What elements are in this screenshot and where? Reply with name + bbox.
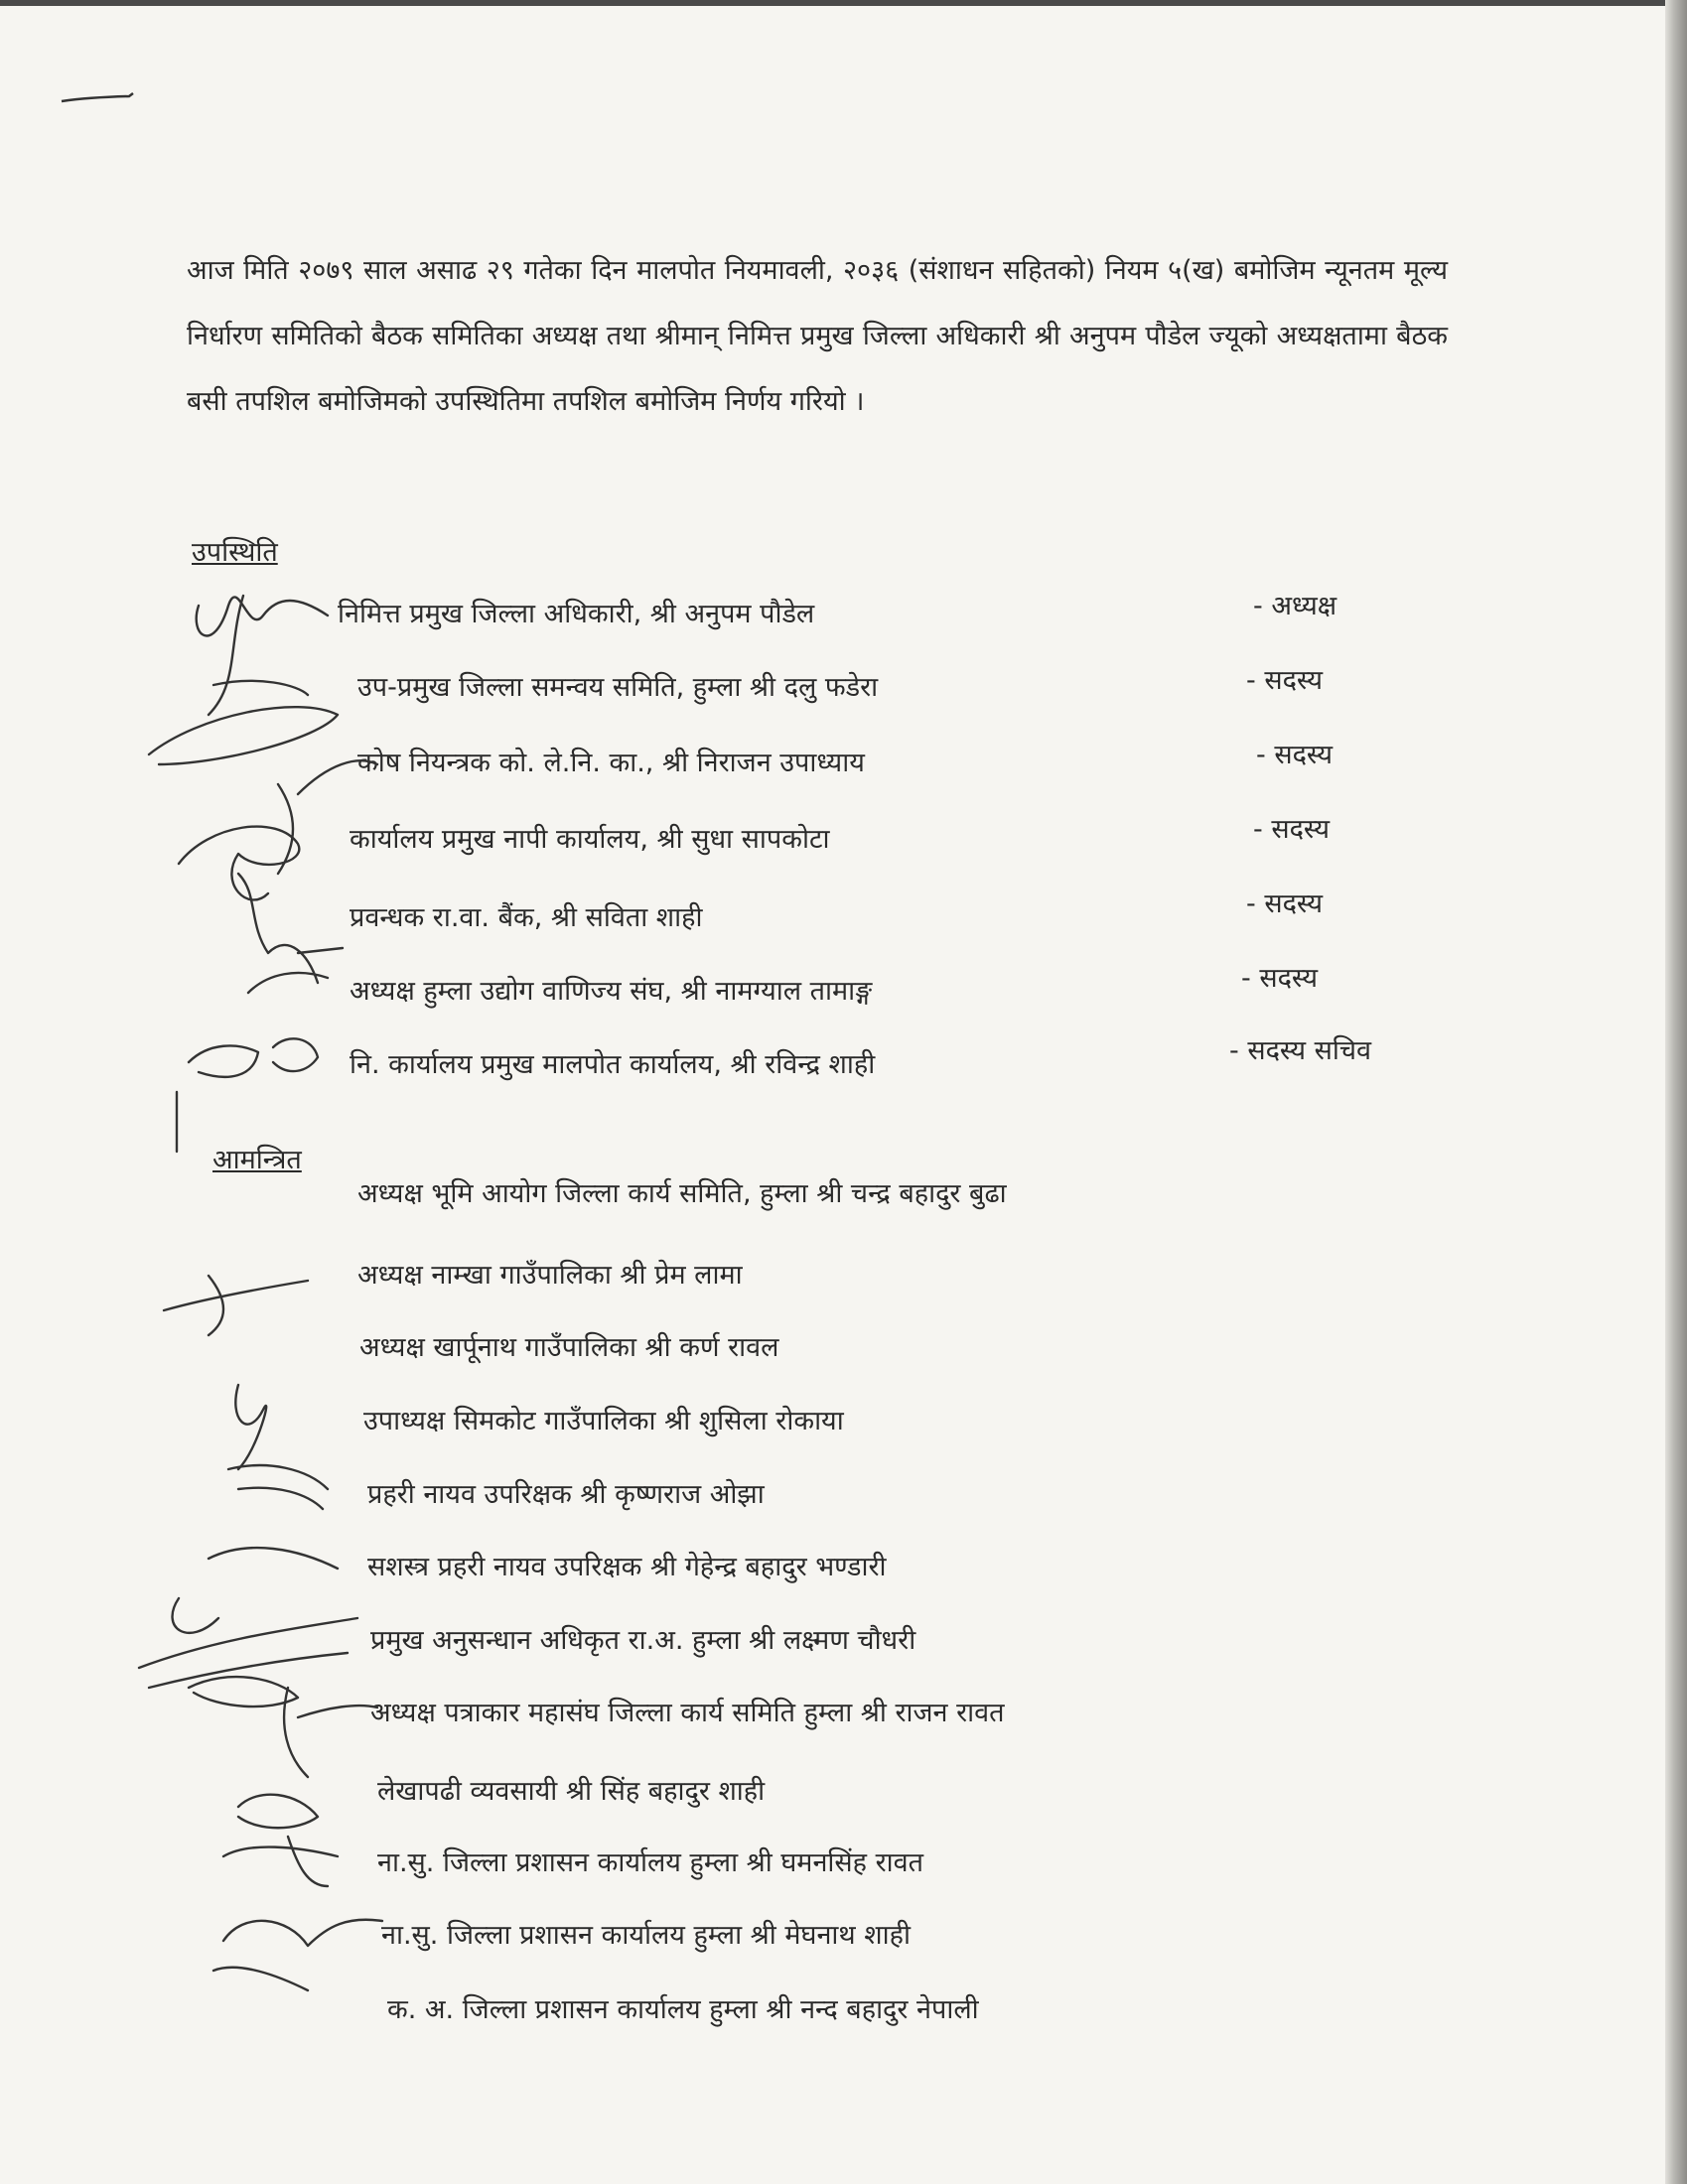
- signature-mark: [223, 1837, 338, 1886]
- member-name: उप-प्रमुख जिल्ला समन्वय समिति, हुम्ला श्री दलु फडेरा: [357, 672, 879, 703]
- invitee-item: प्रहरी नायव उपरिक्षक श्री कृष्णराज ओझा: [367, 1479, 765, 1510]
- invitee-item: लेखापढी व्यवसायी श्री सिंह बहादुर शाही: [377, 1776, 766, 1807]
- invitee-item: अध्यक्ष नाम्खा गाउँपालिका श्री प्रेम लामा: [357, 1260, 743, 1291]
- signature-mark: [213, 1968, 308, 1990]
- invitee-item: अध्यक्ष खार्पूनाथ गाउँपालिका श्री कर्ण रावल: [359, 1332, 779, 1363]
- scan-top-edge: [0, 0, 1687, 6]
- member-role: - सदस्य: [1253, 814, 1331, 845]
- invitee-item: ना.सु. जिल्ला प्रशासन कार्यालय हुम्ला श्री मेघनाथ शाही: [381, 1920, 911, 1951]
- attendance-heading: उपस्थिति: [192, 537, 278, 568]
- signature-mark: [189, 1045, 258, 1076]
- invitee-item: क. अ. जिल्ला प्रशासन कार्यालय हुम्ला श्री नन्द बहादुर नेपाली: [387, 1994, 979, 2025]
- signature-mark: [209, 596, 308, 715]
- scan-right-edge: [1665, 0, 1687, 2184]
- invitee-item: उपाध्यक्ष सिमकोट गाउँपालिका श्री शुसिला रोकाया: [363, 1406, 844, 1436]
- member-name: कोष नियन्त्रक को. ले.नि. का., श्री निराजन उपाध्याय: [357, 748, 865, 778]
- invitee-item: अध्यक्ष पत्राकार महासंघ जिल्ला कार्य समिति हुम्ला श्री राजन रावत: [370, 1698, 1005, 1728]
- member-role: - सदस्य सचिव: [1229, 1035, 1372, 1066]
- signature-mark: [179, 827, 299, 900]
- member-role: - अध्यक्ष: [1253, 591, 1337, 621]
- invitee-item: प्रमुख अनुसन्धान अधिकृत रा.अ. हुम्ला श्री लक्ष्मण चौधरी: [370, 1625, 916, 1656]
- invitees-heading: आमन्त्रित: [212, 1145, 302, 1175]
- signature-mark: [223, 1920, 382, 1946]
- invitee-item: अध्यक्ष भूमि आयोग जिल्ला कार्य समिति, हुम्ला श्री चन्द्र बहादुर बुढा: [357, 1178, 1007, 1209]
- signature-mark: [164, 1276, 308, 1335]
- signature-mark: [173, 1548, 338, 1633]
- signature-mark: [189, 1677, 298, 1706]
- signature-mark: [139, 1618, 357, 1688]
- member-name: नि. कार्यालय प्रमुख मालपोत कार्यालय, श्री रविन्द्र शाही: [350, 1049, 876, 1080]
- member-role: - सदस्य: [1256, 740, 1334, 770]
- invitee-item: ना.सु. जिल्ला प्रशासन कार्यालय हुम्ला श्री घमनसिंह रावत: [377, 1847, 924, 1878]
- invitee-item: सशस्त्र प्रहरी नायव उपरिक्षक श्री गेहेन्द्र बहादुर भण्डारी: [367, 1552, 887, 1582]
- signature-mark: [248, 948, 343, 993]
- signature-mark: [238, 874, 318, 983]
- intro-paragraph: आज मिति २०७९ साल असाढ २९ गतेका दिन मालपोत नियमावली, २०३६ (संशाधन सहितको) नियम ५(ख) बमोजिम न्यूनतम मूल्य निर्धारण समितिको बैठक समितिका अध्यक्ष तथा श्रीमान् निमित्त प्रमुख जिल्ला अधिकारी श्री अनुपम पौडेल ज्यूको अध्यक्षतामा बैठक बसी तपशिल बमोजिमको उपस्थितिमा तपशिल बमोजिम निर्णय गरियो ।: [187, 255, 1448, 417]
- pen-mark: [60, 91, 139, 105]
- signature-mark: [228, 1465, 328, 1509]
- member-role: - सदस्य: [1246, 888, 1324, 919]
- member-name: अध्यक्ष हुम्ला उद्योग वाणिज्य संघ, श्री नामग्याल तामाङ्ग: [350, 976, 873, 1007]
- signature-mark: [235, 1385, 266, 1469]
- member-name: कार्यालय प्रमुख नापी कार्यालय, श्री सुधा सापकोटा: [350, 824, 830, 855]
- signature-mark: [273, 1038, 318, 1071]
- member-role: - सदस्य: [1241, 963, 1319, 994]
- member-role: - सदस्य: [1246, 665, 1324, 696]
- signature-mark: [238, 1795, 318, 1829]
- signature-mark: [284, 1688, 377, 1777]
- member-name: प्रवन्धक रा.वा. बैंक, श्री सविता शाही: [350, 902, 703, 933]
- signature-mark: [197, 597, 328, 635]
- signature-mark: [149, 707, 338, 764]
- member-name: निमित्त प्रमुख जिल्ला अधिकारी, श्री अनुपम पौडेल: [338, 599, 815, 629]
